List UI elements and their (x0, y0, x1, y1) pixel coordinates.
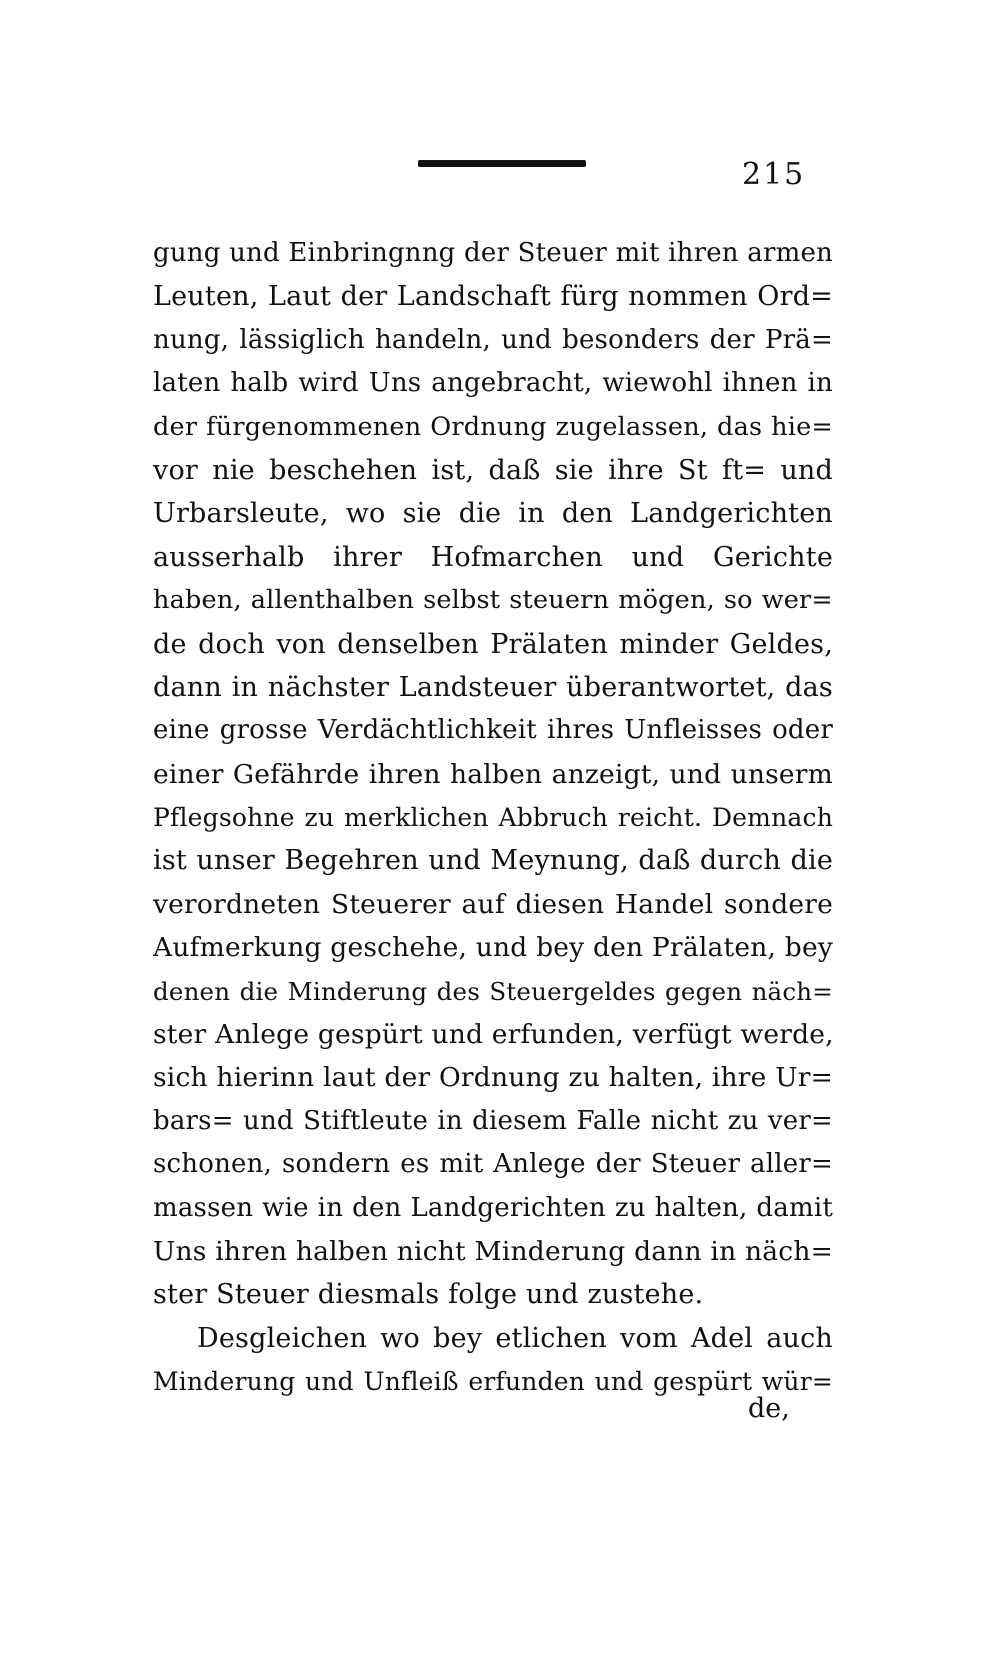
text-line: ausserhalb ihrer Hofmarchen und Gerichte (153, 541, 833, 573)
text-line: vor nie beschehen ist, daß sie ihre St ft= und (153, 454, 833, 486)
text-line: Urbarsleute, wo sie die in den Landgerichten (153, 498, 833, 530)
text-line: Pflegsohne zu merklichen Abbruch reicht. Demnach (153, 803, 833, 833)
text-line-paragraph-start: Desgleichen wo bey etlichen vom Adel auch (197, 1322, 833, 1354)
text-line: Uns ihren halben nicht Minderung dann in näch= (153, 1235, 833, 1267)
text-line: der fürgenommenen Ordnung zugelassen, das hie= (153, 411, 833, 442)
body-text (153, 232, 833, 1404)
text-line: gung und Einbringnng der Steuer mit ihren armen (153, 238, 833, 268)
text-line: verordneten Steuerer auf diesen Handel sondere (153, 888, 833, 920)
text-line: de doch von denselben Prälaten minder Geldes, (153, 628, 833, 660)
text-line: schonen, sondern es mit Anlege der Steuer aller= (153, 1149, 833, 1180)
catchword: de, (748, 1393, 790, 1424)
text-line: Minderung und Unfleiß erfunden und gespürt wür= (153, 1367, 833, 1397)
header-rule (418, 160, 586, 167)
text-line: einer Gefährde ihren halben anzeigt, und unserm (153, 758, 833, 790)
text-line: sich hierinn laut der Ordnung zu halten, ihre Ur= (153, 1062, 833, 1094)
text-line: haben, allenthalben selbst steuern mögen, so wer= (153, 585, 833, 616)
text-line: dann in nächster Landsteuer überantwortet, das (153, 671, 833, 703)
text-line: ist unser Begehren und Meynung, daß durch die (153, 845, 833, 877)
text-line: eine grosse Verdächtlichkeit ihres Unfleisses oder (153, 715, 833, 746)
text-line: ster Anlege gespürt und erfunden, verfügt werde, (153, 1019, 834, 1051)
text-line: Aufmerkung geschehe, und bey den Prälaten, bey (153, 932, 833, 964)
text-line: massen wie in den Landgerichten zu halten, damit (153, 1192, 833, 1223)
text-line: bars= und Stiftleute in diesem Falle nicht zu ver= (153, 1105, 833, 1136)
text-line: denen die Minderung des Steuergeldes gegen näch= (153, 976, 833, 1006)
text-line: laten halb wird Uns angebracht, wiewohl ihnen in (153, 368, 833, 399)
text-line: nung, lässiglich handeln, und besonders der Prä= (153, 324, 833, 355)
text-line-paragraph-end: ster Steuer diesmals folge und zustehe. (153, 1279, 704, 1311)
page-number: 215 (742, 157, 806, 192)
text-line: Leuten, Laut der Landschaft fürg nommen Ord= (153, 281, 833, 313)
